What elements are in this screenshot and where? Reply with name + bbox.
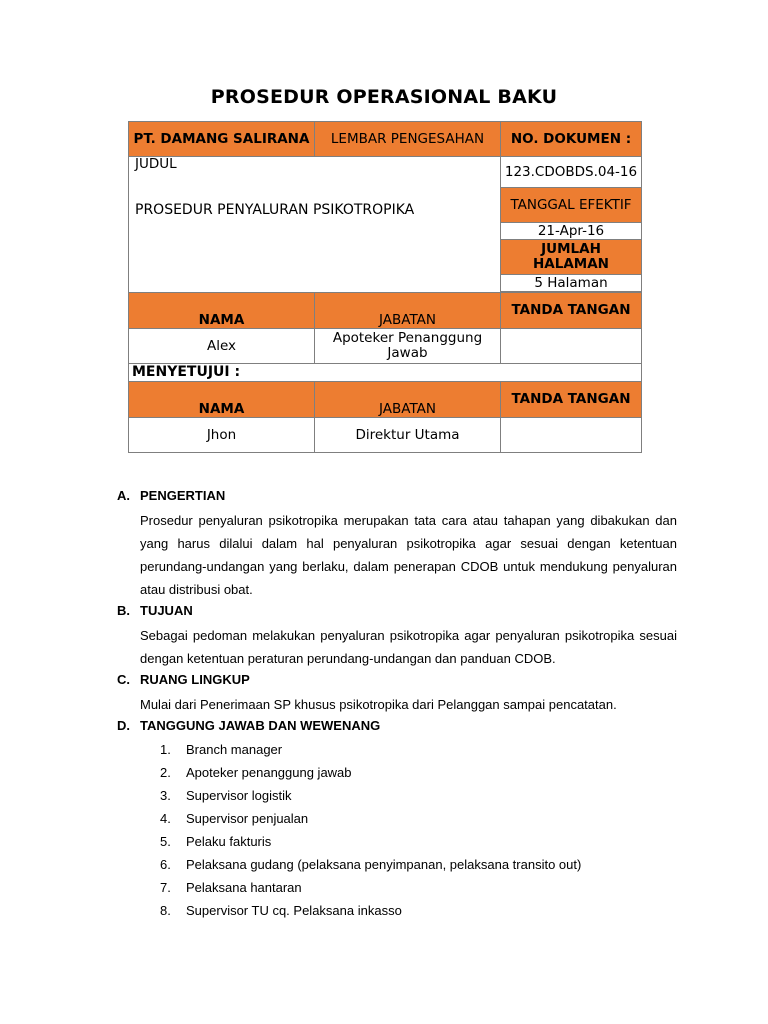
effective-date-value: 21-Apr-16 (501, 223, 642, 240)
section-b-body: Sebagai pedoman melakukan penyaluran psikotropika agar penyaluran psikotropika sesuai dengan ketentuan peraturan perundang-undangan dan panduan CDOB. (140, 628, 677, 666)
section-c-heading: C. RUANG LINGKUP (117, 672, 250, 687)
col-nama-header-2: NAMA (129, 382, 315, 418)
list-item: 4. Supervisor penjualan (160, 811, 309, 826)
doc-number-label: NO. DOKUMEN : (501, 122, 642, 157)
col-jabatan-header-2: JABATAN (315, 382, 501, 418)
section-d (117, 718, 677, 733)
prepared-role: Apoteker Penanggung Jawab (315, 329, 501, 364)
col-ttd-header: TANDA TANGAN (501, 293, 642, 329)
list-item: 3. Supervisor logistik (160, 788, 292, 803)
col-ttd-header-2: TANDA TANGAN (501, 382, 642, 418)
doc-number-value: 123.CDOBDS.04-16 (501, 157, 642, 188)
section-a (117, 488, 677, 601)
effective-date-label: TANGGAL EFEKTIF (501, 188, 642, 223)
list-item: 8. Supervisor TU cq. Pelaksana inkasso (160, 903, 402, 918)
company-name: PT. DAMANG SALIRANA (129, 122, 315, 157)
section-c (117, 672, 677, 716)
judul-title: PROSEDUR PENYALURAN PSIKOTROPIKA (135, 202, 415, 218)
list-item: 6. Pelaksana gudang (pelaksana penyimpanan, pelaksana transito out) (160, 857, 582, 872)
section-b (117, 603, 677, 670)
sheet-title: LEMBAR PENGESAHAN (315, 122, 501, 157)
section-c-body: Mulai dari Penerimaan SP khusus psikotropika dari Pelanggan sampai pencatatan. (140, 697, 617, 712)
judul-label: JUDUL (135, 156, 177, 172)
section-a-body: Prosedur penyaluran psikotropika merupakan tata cara atau tahapan yang dibakukan dan yang harus dilalui dalam hal penyaluran psikotropika agar sesuai dengan ketentuan perundang-undangan yang berlaku, dalam penerapan CDOB untuk mendukung penyaluran atau distribusi obat. (140, 513, 677, 597)
prepared-signature (501, 329, 642, 364)
col-nama-header: NAMA (129, 293, 315, 329)
approval-table (128, 121, 642, 453)
approved-signature (501, 418, 642, 453)
section-a-heading: A. PENGERTIAN (117, 488, 226, 503)
document-title: PROSEDUR OPERASIONAL BAKU (210, 86, 558, 108)
list-item: 5. Pelaku fakturis (160, 834, 272, 849)
list-item: 7. Pelaksana hantaran (160, 880, 302, 895)
approve-label: MENYETUJUI : (129, 364, 642, 382)
page-count-label: JUMLAH HALAMAN (501, 240, 642, 275)
col-jabatan-header: JABATAN (315, 293, 501, 329)
list-item: 2. Apoteker penanggung jawab (160, 765, 352, 780)
prepared-name: Alex (129, 329, 315, 364)
approved-name: Jhon (129, 418, 315, 453)
judul-cell (129, 157, 501, 293)
approved-role: Direktur Utama (315, 418, 501, 453)
section-b-heading: B. TUJUAN (117, 603, 193, 618)
list-item: 1. Branch manager (160, 742, 283, 757)
page-count-value: 5 Halaman (501, 275, 642, 292)
section-d-heading: D. TANGGUNG JAWAB DAN WEWENANG (117, 718, 381, 733)
